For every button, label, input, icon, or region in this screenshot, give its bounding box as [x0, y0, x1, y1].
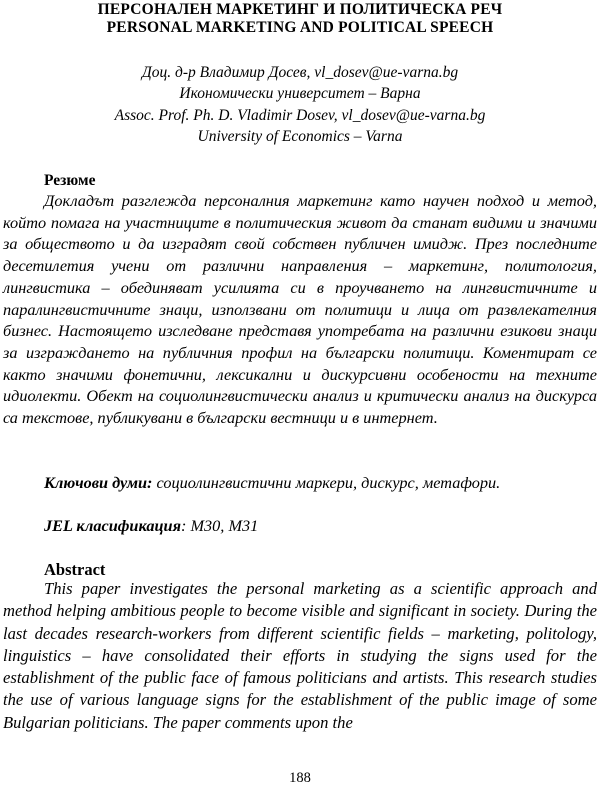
author-english: Assoc. Prof. Ph. D. Vladimir Dosev, vl_dosev@ue-varna.bg [114, 107, 486, 124]
author-bulgarian: Доц. д-р Владимир Досев, vl_dosev@ue-varna.bg [141, 64, 459, 81]
page-number: 188 [289, 770, 311, 786]
affiliation-bulgarian: Икономически университет – Варна [179, 85, 421, 102]
summary-text: Докладът разглежда персоналния маркетинг като научен подход и метод, който помага на участниците в политическия живот да станат видими и значими за обществото и да изградят свой собствен публичен имидж. През последните десетилетия учени от различни направления – маркетинг, политология, лингвистика – обединяват усилията си в проучването на лингвистичните и паралингвистичните знаци, използвани от политици и лица от развлекателния бизнес. Настоящето изследване представя употребата на различни езикови знаци за изграждането на публичния профил на български политици. Коментират се както значими фонетични, лексикални и дискурсивни особености на техните идиолекти. Обект на социолингвистически анализ и критически анализ на дискурса са текстове, публикувани в български вестници и в интернет. [3, 191, 597, 428]
abstract-heading: Abstract [44, 560, 106, 579]
keywords-line [3, 472, 597, 494]
jel-line [44, 516, 258, 536]
jel-codes: : M30, M31 [180, 516, 259, 535]
title-bulgarian: ПЕРСОНАЛЕН МАРКЕТИНГ И ПОЛИТИЧЕСКА РЕЧ [97, 1, 503, 18]
summary-heading: Резюме [44, 172, 96, 189]
title-english: PERSONAL MARKETING AND POLITICAL SPEECH [106, 19, 494, 36]
affiliation-english: University of Economics – Varna [197, 128, 403, 145]
keywords-text: социолингвистични маркери, дискурс, метафори. [156, 473, 501, 492]
abstract-text: This paper investigates the personal marketing as a scientific approach and method helping ambitious people to become visible and significant in society. During the last decades research-workers from different scientific fields – marketing, politology, linguistics – have consolidated their efforts in studying the signs used for the establishment of the public face of famous politicians and artists. This research studies the use of various language signs for the establishment of the public image of some Bulgarian politicians. The paper comments upon the [3, 579, 597, 732]
keywords-label: Ключови думи: [44, 473, 153, 492]
jel-label: JEL класификация [44, 516, 181, 535]
